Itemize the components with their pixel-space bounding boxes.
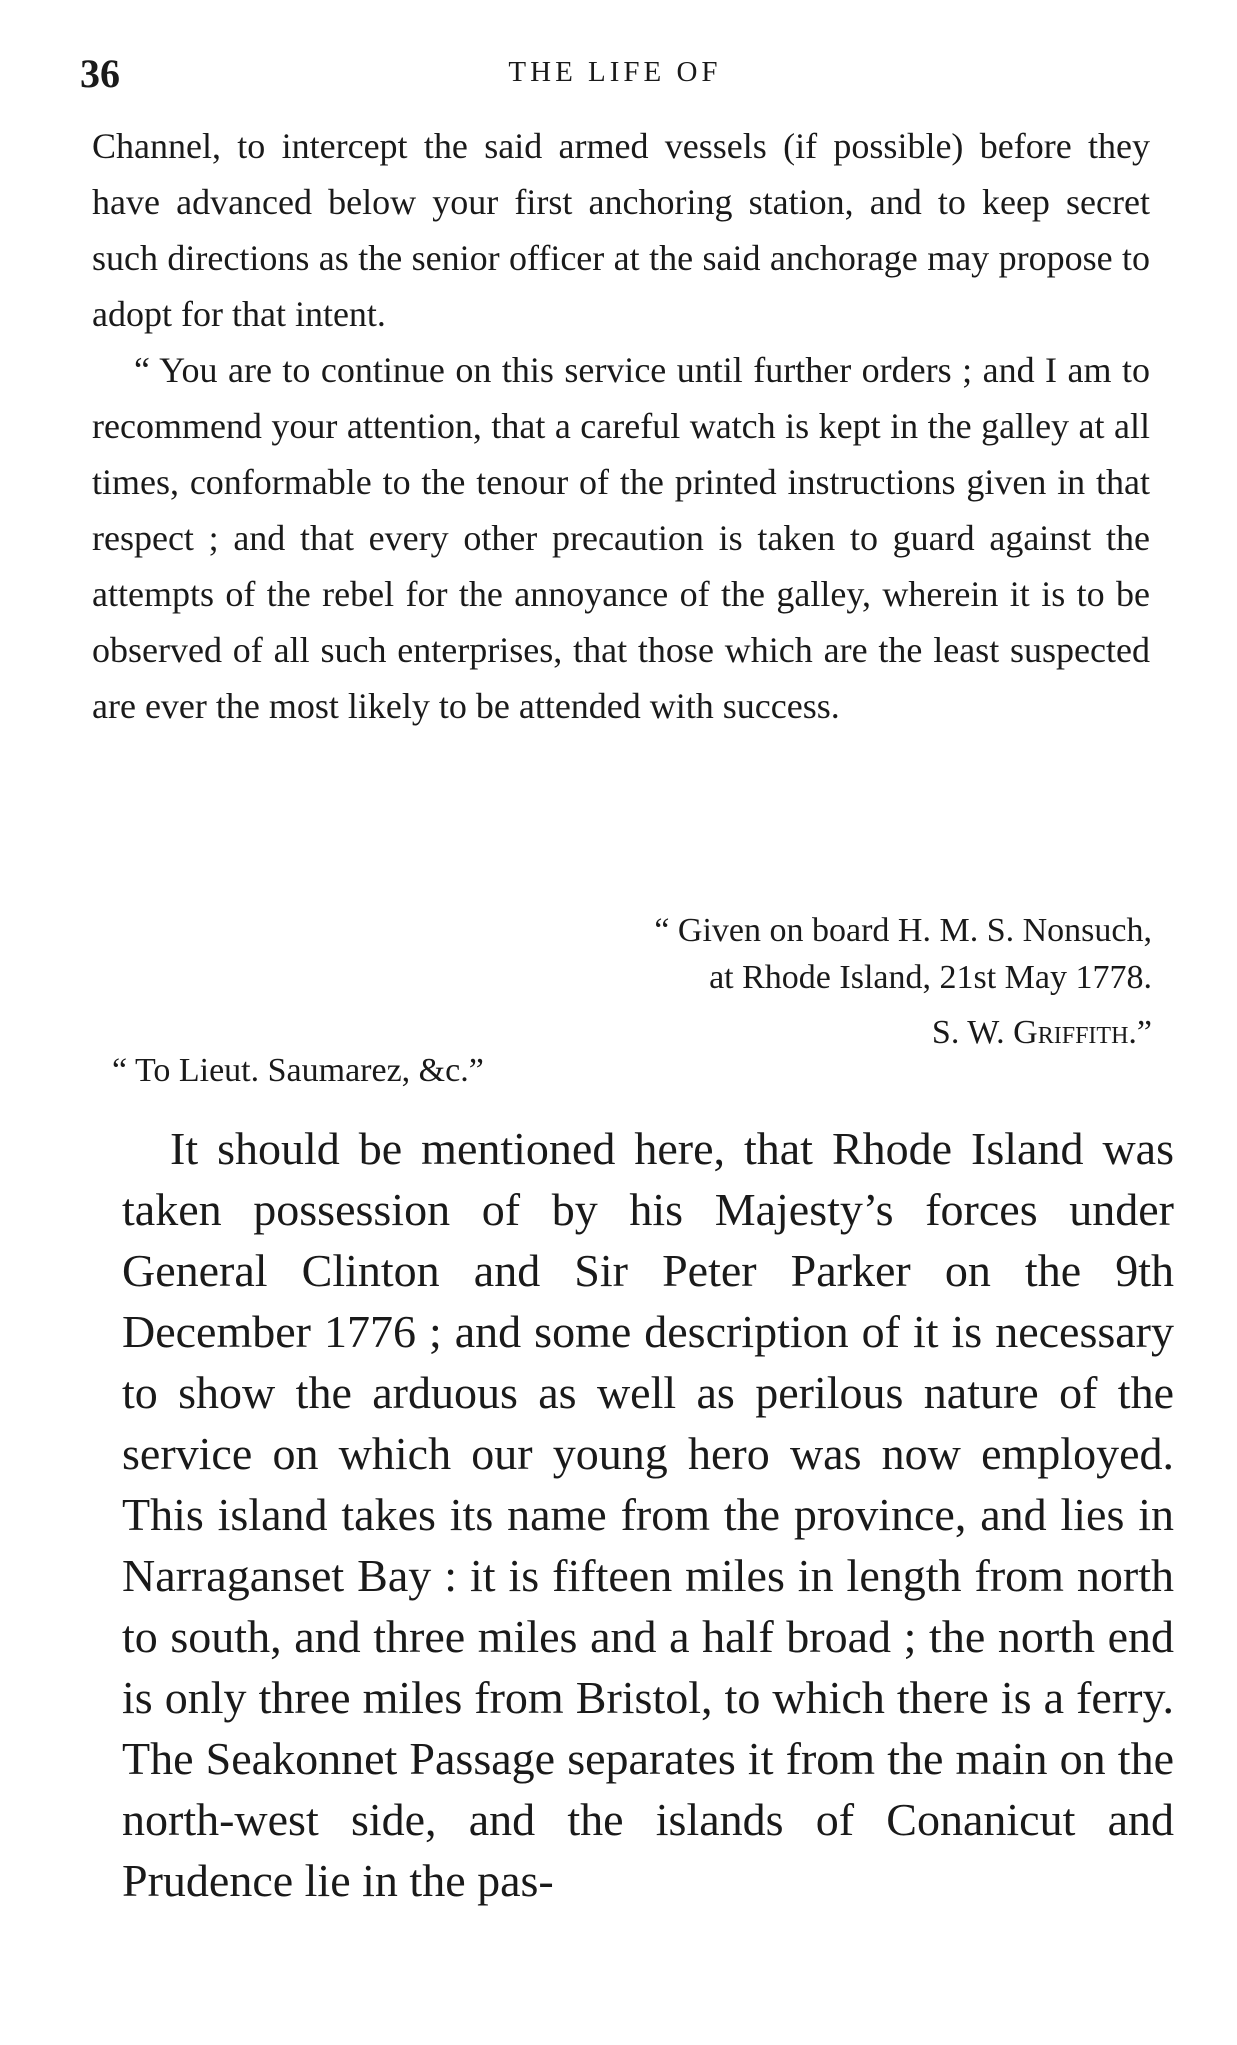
letter-addressee: “ To Lieut. Saumarez, &c.” [112, 1052, 484, 1089]
narrative-paragraph: It should be mentioned here, that Rhode Island was taken possession of by his Majesty’s forces under General Clinton and Sir Peter Parker on the 9th December 1776 ; and some description of it is necessary to show the arduous as well as perilous nature of the service on which our young hero was now employed. This island takes its name from the province, and lies in Narraganset Bay : it is fifteen miles in length from north to south, and three miles and a half broad ; the north end is only three miles from Bristol, to which there is a ferry. The Seakonnet Passage separates it from the main on the north-west side, and the islands of Conanicut and Prudence lie in the pas- [122, 1123, 1174, 1906]
letter-place-date: at Rhode Island, 21st May 1778. [709, 959, 1152, 996]
letter-given-line: “ Given on board H. M. S. Nonsuch, [654, 912, 1152, 949]
quoted-letter [92, 118, 1150, 734]
letter-paragraph-1: Channel, to intercept the said armed vessels (if possible) before they have advanced below your first anchoring station, and to keep secret such directions as the senior officer at the said anchorage may propose to adopt for that intent. [92, 126, 1150, 334]
page-header [80, 50, 1150, 100]
letter-signatory: S. W. Griffith.” [931, 1014, 1152, 1051]
narrative-text [122, 1118, 1174, 1911]
running-title: THE LIFE OF [508, 56, 722, 88]
page-number: 36 [80, 51, 120, 96]
letter-paragraph-2: “ You are to continue on this service until further orders ; and I am to recommend your attention, that a careful watch is kept in the galley at all times, conformable to the tenour of the printed instructions given in that respect ; and that every other precaution is taken to guard against the attempts of the rebel for the annoyance of the galley, wherein it is to be observed of all such enterprises, that those which are the least suspected are ever the most likely to be attended with success. [92, 350, 1150, 726]
